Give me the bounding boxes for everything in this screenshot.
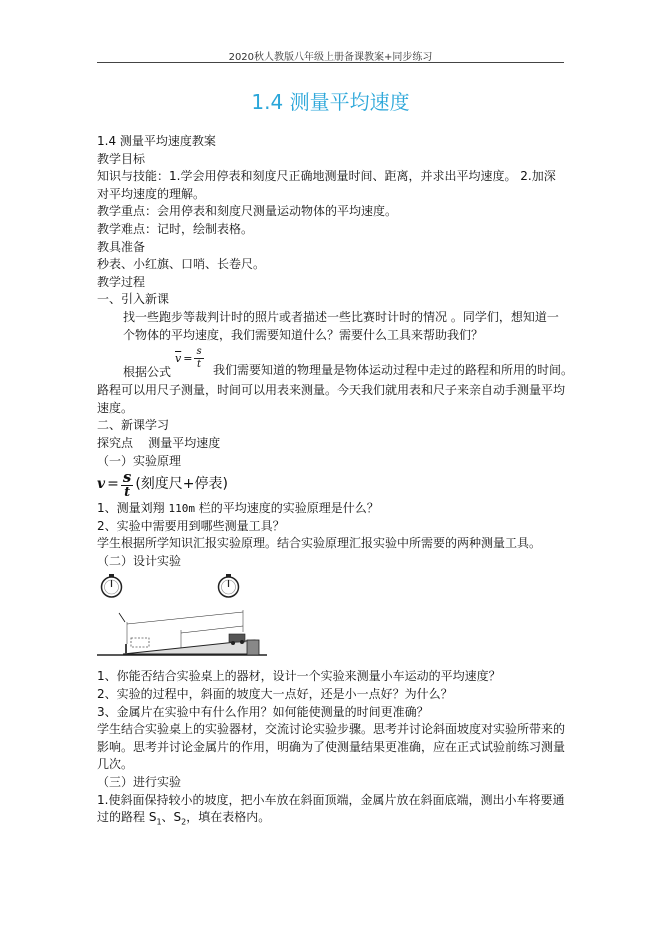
section-heading: 教具准备 [97, 239, 146, 254]
paragraph: 教学重点：会用停表和刻度尺测量运动物体的平均速度。 [97, 204, 398, 219]
subsection-heading: 探究点 测量平均速度 [97, 435, 221, 450]
average-speed-formula [175, 346, 204, 371]
subsection-heading: （二）设计实验 [97, 553, 182, 568]
question-distance: 110m [168, 502, 195, 516]
principle-t: t [124, 485, 131, 501]
page-header: 2020秋人教版八年级上册备课教案+同步练习 [228, 52, 433, 63]
question [97, 500, 567, 518]
paragraph: 教学难点：记时，绘制表格。 [97, 221, 254, 236]
principle-formula [97, 470, 567, 500]
stopwatch-icon [219, 574, 239, 597]
question-text: 1、测量刘翔 [97, 501, 169, 516]
lesson-name: 1.4 测量平均速度教案 [97, 134, 216, 148]
principle-equals: = [107, 476, 119, 493]
formula-t: t [196, 359, 202, 371]
paragraph: 学生结合实验桌上的实验器材，交流讨论实验步骤。思考并讨论斜面坡度对实验所带来的影响。思考并讨论金属片的作用，明确为了使测量结果更准确，应在正式试验前练习测量几次。 [97, 722, 566, 772]
principle-s: s [122, 468, 132, 487]
paragraph: 秒表、小红旗、口哨、长卷尺。 [97, 257, 266, 272]
question: 1、你能否结合实验桌上的器材，设计一个实验来测量小车运动的平均速度？ [97, 669, 501, 684]
paragraph: 找一些跑步等裁判计时的照片或者描述一些比赛时计时的情况 。同学们，想知道一个物体的平均速度，我们需要知道什么？需要什么工具来帮助我们？ [123, 309, 559, 342]
paragraph: 学生根据所学知识汇报实验原理。结合实验原理汇报实验中所需要的两种测量工具。 [97, 536, 542, 551]
question: 3、金属片在实验中有什么作用？如何能使测量的时间更准确？ [97, 704, 429, 719]
formula-lead: 根据公式 [123, 365, 172, 380]
paragraph: 知识与技能：1.学会用停表和刻度尺正确地测量时间、距离，并求出平均速度。 2.加深对平均速度的理解。 [97, 169, 556, 201]
section-heading: 一、引入新课 [97, 292, 170, 307]
principle-v: v [97, 476, 106, 493]
step-text: 1.使斜面保持较小的坡度，把小车放在斜面顶端，金属片放在斜面底端，测出小车将要通过的路程 S [97, 792, 565, 825]
section-heading: 教学目标 [97, 151, 146, 166]
section-heading: 教学过程 [97, 274, 146, 289]
formula-s: s [196, 346, 202, 358]
question: 2、实验的过程中，斜面的坡度大一点好，还是小一点好？为什么？ [97, 687, 453, 702]
formula-row [97, 344, 574, 380]
incline-diagram-svg [97, 570, 267, 668]
formula-v: $\overline{v}$ [175, 351, 182, 365]
paragraph: 路程可以用尺子测量，时间可以用表来测量。今天我们就用表和尺子来亲自动手测量平均速度。 [97, 383, 566, 415]
section-heading: 二、新课学习 [97, 418, 170, 433]
document-title: 1.4 测量平均速度 [251, 90, 410, 114]
subsection-heading: （三）进行实验 [97, 775, 182, 790]
stopwatch-icon [102, 574, 122, 597]
paragraph [97, 792, 567, 832]
ramp-support [247, 640, 259, 655]
header-rule [97, 62, 564, 63]
question: 2、实验中需要用到哪些测量工具？ [97, 518, 285, 533]
document-body [97, 133, 574, 831]
metal-plate [125, 644, 127, 654]
formula-equals: = [183, 351, 193, 365]
cart-midpoint [131, 638, 149, 647]
subsection-heading: （一）实验原理 [97, 453, 182, 468]
subscript: 2 [181, 817, 187, 827]
incline-experiment-diagram [97, 570, 567, 668]
subscript: 1 [156, 817, 162, 827]
step-text: ，填在表格内。 [186, 810, 271, 825]
question-text: 栏的平均速度的实验原理是什么？ [194, 501, 379, 516]
formula-explanation: 我们需要知道的物理量是物体运动过程中走过的路程和所用的时间。 [213, 363, 574, 378]
principle-tools: (刻度尺+停表) [135, 476, 228, 493]
step-text: 、S [161, 810, 182, 825]
